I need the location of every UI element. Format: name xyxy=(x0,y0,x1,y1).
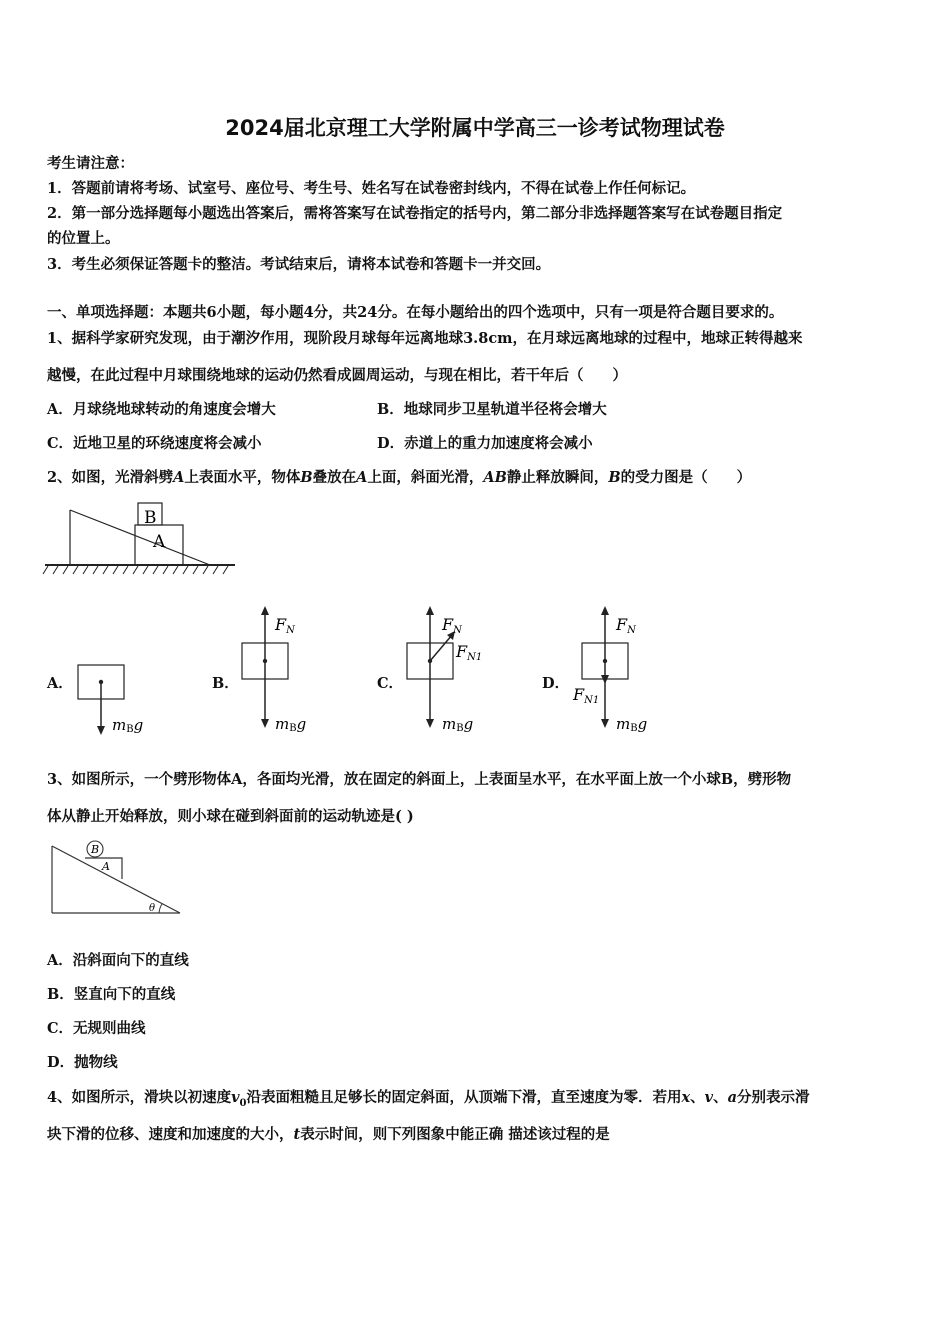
notice-item-2: 2．第一部分选择题每小题选出答案后，需将答案写在试卷指定的括号内，第二部分非选择题答案写在试卷题目指定 xyxy=(47,205,783,222)
q1-option-b: B．地球同步卫星轨道半径将会增大 xyxy=(377,401,607,418)
normal-force-label: FN xyxy=(616,615,636,636)
theta-label: θ xyxy=(149,903,156,914)
q2-option-c-diagram xyxy=(400,605,510,740)
q2-option-d-diagram xyxy=(570,605,680,740)
exam-title: 2024届北京理工大学附属中学高三一诊考试物理试卷 xyxy=(225,116,725,140)
q2-text: 的受力图是（ ） xyxy=(620,469,752,486)
q1-option-d: D．赤道上的重力加速度将会减小 xyxy=(377,435,593,452)
q2-option-c: C． xyxy=(377,675,404,692)
q2-option-d: D． xyxy=(542,675,570,692)
q2-text: 上表面水平，物体 xyxy=(184,469,301,486)
q4-stem-line1 xyxy=(47,1086,917,1109)
q2-option-a: A． xyxy=(47,675,73,692)
q2-var-ab: AB xyxy=(483,469,507,486)
normal-force-n1-label: FN1 xyxy=(573,685,600,706)
q3-incline-figure xyxy=(45,838,195,920)
q1-stem-line2: 越慢，在此过程中月球围绕地球的运动仍然看成圆周运动，与现在相比，若干年后（ ） xyxy=(47,367,627,384)
q1-option-c: C．近地卫星的环绕速度将会减小 xyxy=(47,435,262,452)
gravity-label: mBg xyxy=(616,715,648,734)
normal-arrow-head xyxy=(601,606,609,615)
q2-stem xyxy=(47,466,917,487)
normal-arrow-head xyxy=(261,606,269,615)
ground-hatching xyxy=(43,566,228,574)
normal-force-label: FN xyxy=(275,615,295,636)
notice-item-3: 3．考生必须保证答题卡的整洁。考试结束后，请将本试卷和答题卡一并交回。 xyxy=(47,256,551,273)
q4-var-a: a xyxy=(727,1089,737,1106)
q4-var-v0: v xyxy=(231,1089,240,1106)
q4-text: 4、如图所示，滑块以初速度 xyxy=(47,1089,232,1106)
q1-stem-line1: 1、据科学家研究发现，由于潮汐作用，现阶段月球每年远离地球3.8cm，在月球远离地球的过程中，地球正转得越来 xyxy=(47,330,803,347)
q3-option-b: B．竖直向下的直线 xyxy=(47,986,176,1003)
q3-option-a: A．沿斜面向下的直线 xyxy=(47,952,189,969)
arrow-head xyxy=(97,726,105,735)
notice-heading: 考生请注意： xyxy=(47,155,134,172)
q2-option-a-diagram xyxy=(70,650,160,745)
q1-option-a: A．月球绕地球转动的角速度会增大 xyxy=(47,401,276,418)
wedge-a-label: A xyxy=(102,860,110,873)
q4-var-x: x xyxy=(681,1089,691,1106)
q3-option-d: D．抛物线 xyxy=(47,1054,118,1071)
gravity-arrow-head xyxy=(601,719,609,728)
wedge-slope xyxy=(70,510,210,565)
slant-force-arrow xyxy=(430,635,452,661)
q2-text: 2、如图，光滑斜劈 xyxy=(47,469,174,486)
q2-var-b: B xyxy=(608,469,621,486)
q2-option-b: B． xyxy=(212,675,239,692)
q4-stem-line2 xyxy=(47,1123,917,1144)
q4-text: 沿表面粗糙且足够长的固定斜面，从顶端下滑，直至速度为零．若用 xyxy=(246,1089,682,1106)
q4-var-t: t xyxy=(293,1126,301,1143)
q4-text: 、 xyxy=(713,1089,728,1106)
q4-var-v: v xyxy=(704,1089,714,1106)
q4-text: 块下滑的位移、速度和加速度的大小， xyxy=(47,1126,294,1143)
q2-text: 上面，斜面光滑， xyxy=(367,469,484,486)
gravity-label: mBg xyxy=(112,716,144,735)
block-b-label: B xyxy=(144,508,157,528)
q2-wedge-figure xyxy=(40,495,250,580)
gravity-arrow-head xyxy=(261,719,269,728)
gravity-arrow-head xyxy=(426,719,434,728)
normal-force-label: FN xyxy=(442,615,462,636)
q2-var-a: A xyxy=(356,469,368,486)
q2-var-b: B xyxy=(300,469,313,486)
angle-arc xyxy=(159,904,162,913)
q3-option-c: C．无规则曲线 xyxy=(47,1020,146,1037)
q3-stem-line2: 体从静止开始释放，则小球在碰到斜面前的运动轨迹是( ) xyxy=(47,808,414,825)
q2-var-a: A xyxy=(173,469,185,486)
q4-var-v0-sub: 0 xyxy=(239,1097,247,1109)
block-a-label: A xyxy=(153,532,166,552)
notice-item-1: 1．答题前请将考场、试室号、座位号、考生号、姓名写在试卷密封线内，不得在试卷上作任何标记。 xyxy=(47,180,696,197)
normal-force-n1-label: FN1 xyxy=(456,642,483,663)
q4-text: 、 xyxy=(690,1089,705,1106)
gravity-label: mBg xyxy=(442,715,474,734)
section-heading: 一、单项选择题：本题共6小题，每小题4分，共24分。在每小题给出的四个选项中，只有一项是符合题目要求的。 xyxy=(47,304,784,321)
gravity-label: mBg xyxy=(275,715,307,734)
q2-option-b-diagram xyxy=(235,605,335,740)
q4-text: 表示时间，则下列图象中能正确 描述该过程的是 xyxy=(300,1126,610,1143)
ball-b-label: B xyxy=(91,843,100,856)
notice-item-2-cont: 的位置上。 xyxy=(47,230,120,247)
normal-arrow-head xyxy=(426,606,434,615)
q2-text: 叠放在 xyxy=(312,469,357,486)
q2-text: 静止释放瞬间， xyxy=(506,469,609,486)
q3-stem-line1: 3、如图所示，一个劈形物体A，各面均光滑，放在固定的斜面上，上表面呈水平，在水平面上放一个小球B，劈形物 xyxy=(47,771,792,788)
q4-text: 分别表示滑 xyxy=(737,1089,810,1106)
incline-slope xyxy=(52,846,180,913)
